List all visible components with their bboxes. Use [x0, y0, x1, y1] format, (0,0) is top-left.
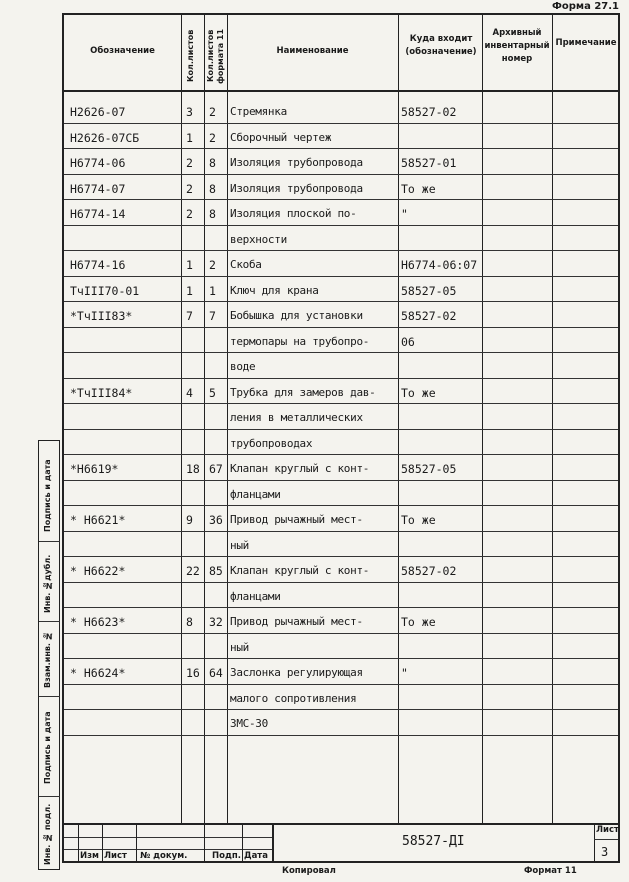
row-name: Заслонка регулирующая [230, 666, 363, 679]
row-format-sheets: 2 [209, 131, 216, 145]
row-name: Клапан круглый с конт- [230, 462, 370, 475]
row-name: воде [230, 360, 256, 373]
row-designation: * Н6623* [70, 615, 126, 629]
row-where-used: 58527-01 [401, 156, 457, 170]
stamp-col-date: Дата [244, 851, 268, 861]
row-format-sheets: 67 [209, 462, 223, 476]
stamp-col-doc: № докум. [140, 851, 188, 861]
row-name: термопары на трубопро- [230, 335, 370, 348]
form-label: Форма 27.1 [551, 1, 619, 12]
row-name: Изоляция трубопровода [230, 182, 363, 195]
row-format-sheets: 8 [209, 156, 216, 170]
format-label: Формат 11 [524, 866, 577, 876]
row-name: верхности [230, 233, 287, 246]
margin-label-replace-inv: Взам.инв. № [43, 631, 52, 688]
row-where-used: 58527-05 [401, 284, 457, 298]
row-where-used: 06 [401, 335, 415, 349]
row-format-sheets: 8 [209, 182, 216, 196]
row-sheets: 18 [186, 462, 200, 476]
row-sheets: 7 [186, 309, 193, 323]
row-sheets: 1 [186, 284, 193, 298]
row-where-used: " [401, 666, 408, 680]
row-format-sheets: 85 [209, 564, 223, 578]
row-sheets: 4 [186, 386, 193, 400]
row-name: малого сопротивления [230, 692, 357, 705]
row-where-used: 58527-02 [401, 564, 457, 578]
row-sheets: 22 [186, 564, 200, 578]
header-designation: Обозначение [90, 46, 155, 56]
row-designation: *ТчIII83* [70, 309, 133, 323]
row-sheets: 3 [186, 105, 193, 119]
row-sheets: 2 [186, 182, 193, 196]
row-designation: ТчIII70-01 [70, 284, 140, 298]
row-sheets: 2 [186, 156, 193, 170]
margin-label-dup-inv: Инв. №дубл. [43, 554, 52, 613]
row-sheets: 1 [186, 258, 193, 272]
row-format-sheets: 36 [209, 513, 223, 527]
row-where-used: То же [401, 615, 436, 629]
row-designation: Н6774-06 [70, 156, 126, 170]
row-name: Трубка для замеров дав- [230, 386, 376, 399]
row-format-sheets: 1 [209, 284, 216, 298]
row-designation: Н2626-07СБ [70, 131, 140, 145]
row-where-used: То же [401, 386, 436, 400]
row-where-used: То же [401, 513, 436, 527]
row-name: Стремянка [230, 105, 287, 118]
row-name: Сборочный чертеж [230, 131, 332, 144]
row-name: Ключ для крана [230, 284, 319, 297]
row-format-sheets: 32 [209, 615, 223, 629]
row-format-sheets: 7 [209, 309, 216, 323]
stamp-doc-number: 58527-ДI [402, 834, 465, 849]
stamp-sheet-number: 3 [601, 845, 609, 859]
margin-label-orig-inv: Инв. № подл. [43, 803, 52, 865]
row-name: Клапан круглый с конт- [230, 564, 370, 577]
stamp-col-sign: Подп. [212, 851, 241, 861]
row-name: Привод рычажный мест- [230, 513, 363, 526]
header-note: Примечание [555, 38, 617, 48]
row-where-used: Н6774-06:07 [401, 258, 478, 272]
row-name: фланцами [230, 488, 281, 501]
row-designation: Н6774-16 [70, 258, 126, 272]
row-name: ный [230, 539, 249, 552]
row-designation: Н6774-07 [70, 182, 126, 196]
row-where-used: 58527-05 [401, 462, 457, 476]
row-designation: * Н6624* [70, 666, 126, 680]
row-designation: *Н6619* [70, 462, 119, 476]
header-sheets: Кол.листов [186, 29, 195, 83]
row-where-used: То же [401, 182, 436, 196]
row-name: ЗМС-30 [230, 717, 268, 730]
margin-label-sign-date-2: Подпись и дата [43, 711, 52, 784]
header-archive: Архивный инвентарный номер [484, 28, 550, 64]
stamp-sheet-label: Лист [596, 825, 619, 835]
row-where-used: 58527-02 [401, 309, 457, 323]
stamp-col-sheet: Лист [104, 851, 127, 861]
header-where-used: Куда входит (обозначение) [405, 34, 477, 57]
row-format-sheets: 2 [209, 105, 216, 119]
row-designation: Н6774-14 [70, 207, 126, 221]
row-name: трубопроводах [230, 437, 313, 450]
margin-label-sign-date-1: Подпись и дата [43, 459, 52, 533]
row-where-used: " [401, 207, 408, 221]
margin-strip [38, 440, 60, 870]
row-sheets: 1 [186, 131, 193, 145]
copied-label: Копировал [282, 866, 336, 876]
row-format-sheets: 8 [209, 207, 216, 221]
row-format-sheets: 2 [209, 258, 216, 272]
row-designation: *ТчIII84* [70, 386, 133, 400]
row-designation: Н2626-07 [70, 105, 126, 119]
specification-sheet [62, 13, 620, 863]
row-name: ления в металлических [230, 411, 363, 424]
row-sheets: 8 [186, 615, 193, 629]
header-sheets-format: Кол.листов формата 11 [206, 28, 225, 84]
row-format-sheets: 5 [209, 386, 216, 400]
row-designation: * Н6621* [70, 513, 126, 527]
row-sheets: 9 [186, 513, 193, 527]
row-name: Изоляция плоской по- [230, 207, 357, 220]
row-name: Бобышка для установки [230, 309, 363, 322]
row-where-used: 58527-02 [401, 105, 457, 119]
row-sheets: 2 [186, 207, 193, 221]
row-name: Изоляция трубопровода [230, 156, 363, 169]
row-designation: * Н6622* [70, 564, 126, 578]
row-name: Привод рычажный мест- [230, 615, 363, 628]
row-name: ный [230, 641, 249, 654]
row-name: фланцами [230, 590, 281, 603]
row-format-sheets: 64 [209, 666, 223, 680]
header-name: Наименование [276, 46, 349, 56]
row-name: Скоба [230, 258, 262, 271]
row-sheets: 16 [186, 666, 200, 680]
stamp-col-change: Изм [80, 851, 100, 861]
